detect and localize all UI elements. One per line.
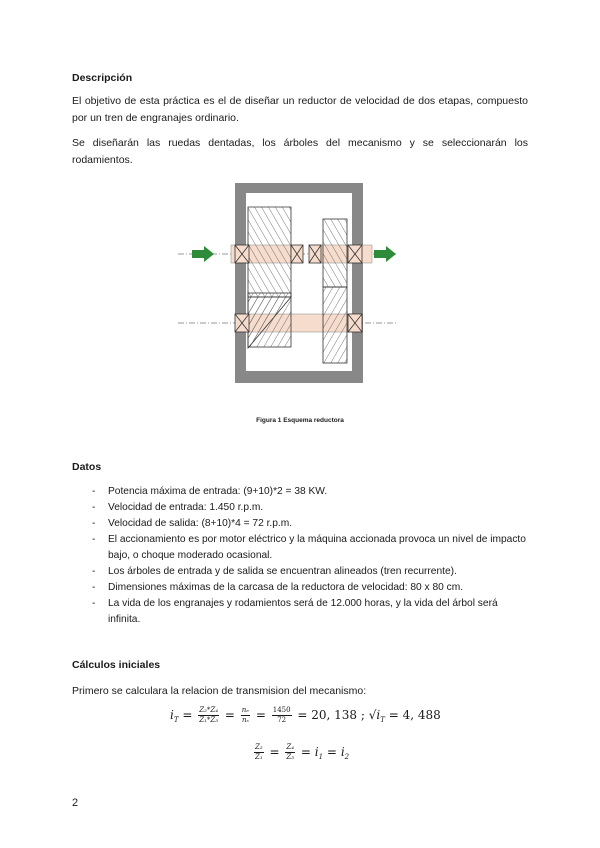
fraction-z: $\frac{\text{Z₂*Z₄}}{\text{Z₁*Z₃}}$: [199, 706, 219, 724]
heading-calculos: Cálculos iniciales: [72, 659, 161, 671]
output-arrow: [374, 246, 396, 262]
formula-gear-ratios: $\frac{\text{Z₂}}{\text{Z₁}}$ = $\frac{\text{Z₄}}{\text{Z₃}}$ = $i_1 = i_2$: [255, 743, 350, 761]
paragraph-objetivo: El objetivo de esta práctica es el de diseñar un reductor de velocidad de dos etapas, compuesto por un tren de engranajes ordinario.: [72, 95, 528, 124]
figure-caption: Figura 1 Esquema reductora: [256, 417, 344, 424]
gearbox-diagram: [178, 183, 402, 387]
paragraph-intro-calculo: Primero se calculara la relacion de transmision del mecanismo:: [72, 685, 367, 697]
gear-z4: [323, 287, 347, 363]
fraction-n: $\frac{\text{nₑ}}{\text{nₛ}}$: [241, 706, 250, 724]
gear-z1: [248, 207, 291, 297]
input-arrow: [192, 246, 214, 262]
gear-z3: [323, 219, 347, 287]
list-item: - El accionamiento es por motor eléctrico y la máquina accionada provoca un nivel de impacto bajo, o choque moderado ocasional.: [92, 532, 532, 564]
paragraph-disenaran: Se diseñarán las ruedas dentadas, los árboles del mecanismo y se seleccionarán los rodamientos.: [72, 137, 528, 166]
page-number: 2: [72, 797, 79, 809]
list-item: - Dimensiones máximas de la carcasa de la reductora de velocidad: 80 x 80 cm.: [92, 580, 532, 596]
list-item: - Velocidad de entrada: 1.450 r.p.m.: [92, 500, 532, 516]
fraction-values: $\frac{1450}{72}$: [272, 706, 291, 724]
heading-descripcion: Descripción: [72, 72, 133, 84]
list-item: - Los árboles de entrada y de salida se encuentran alineados (tren recurrente).: [92, 564, 532, 580]
formula-lhs: i: [170, 708, 174, 722]
fraction-z2-z1: $\frac{\text{Z₂}}{\text{Z₁}}$: [255, 743, 263, 761]
gear-z2-body: [248, 293, 291, 347]
formula-result-2: = 4, 488: [388, 708, 441, 722]
heading-datos: Datos: [72, 461, 102, 473]
list-item: - Velocidad de salida: (8+10)*4 = 72 r.p.m.: [92, 516, 532, 532]
datos-list: [92, 484, 532, 628]
list-item: - La vida de los engranajes y rodamientos será de 12.000 horas, y la vida del árbol será infinita.: [92, 596, 532, 628]
formula-sqrt: √i: [368, 708, 381, 722]
fraction-z4-z3: $\frac{\text{Z₄}}{\text{Z₃}}$: [286, 743, 295, 761]
list-item: - Potencia máxima de entrada: (9+10)*2 = 38 KW.: [92, 484, 532, 500]
formula-transmission-ratio: $i_T$ = $\frac{\text{Z₂*Z₄}}{\text{Z₁*Z₃}}$ = $\frac{\text{nₑ}}{\text{nₛ}}$ = $\frac{1450}{72}$ = 20, 138 ; $√i_T = 4$, 488: [170, 706, 441, 724]
formula-result: = 20, 138: [297, 708, 358, 722]
formula-lhs-sub: T: [173, 716, 179, 724]
